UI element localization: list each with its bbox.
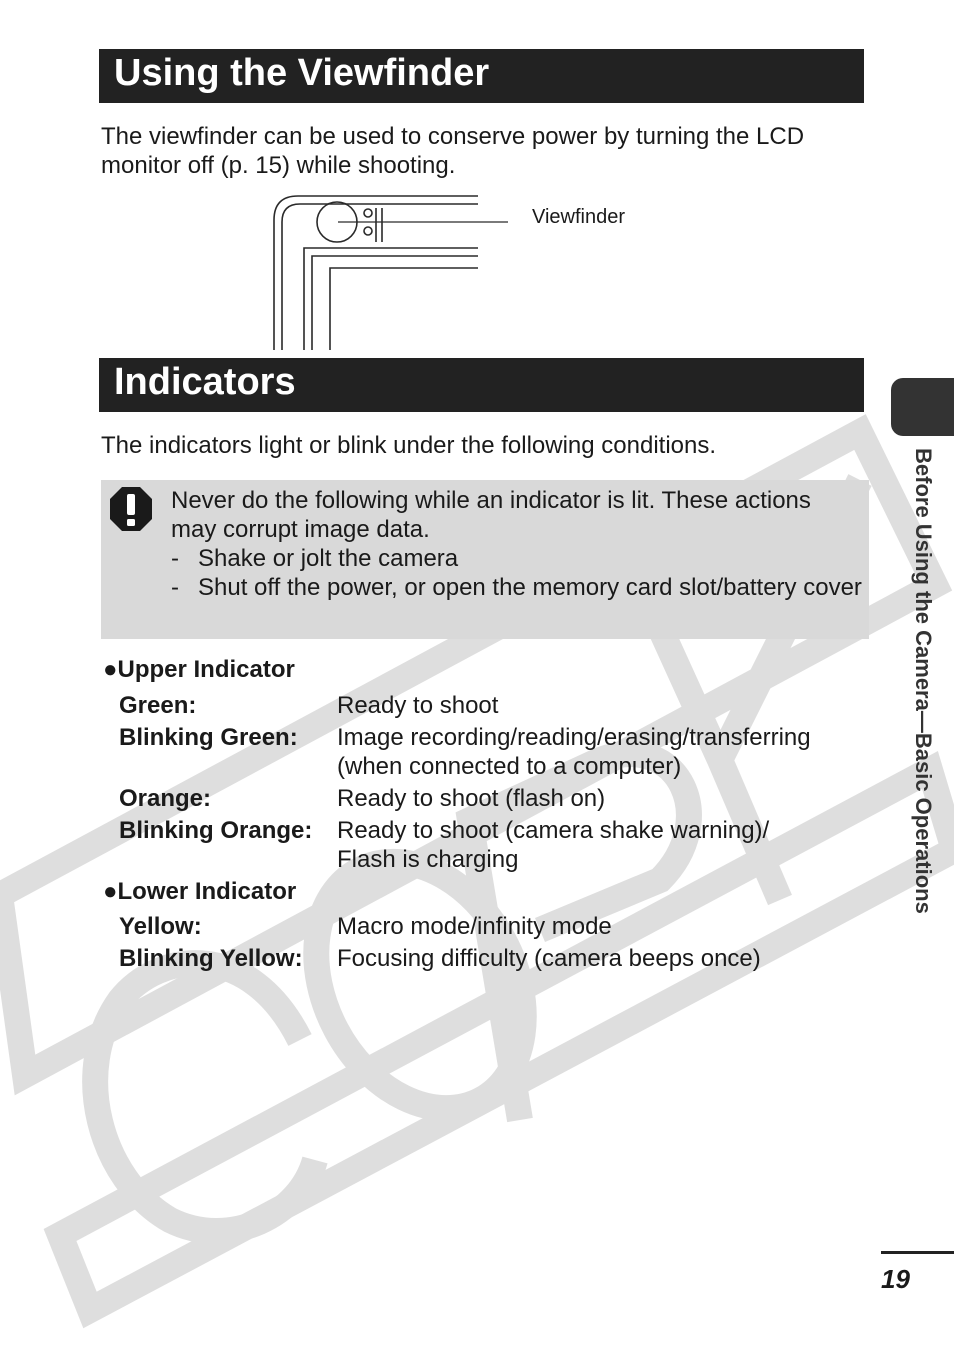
caution-line2: may corrupt image data.	[171, 516, 430, 543]
caution-icon	[108, 485, 154, 533]
indicator-term-orange: Orange:	[119, 785, 212, 812]
page-number: 19	[881, 1264, 910, 1294]
indicator-term-green: Green:	[119, 692, 197, 719]
indicators-section-title: Indicators	[99, 358, 864, 412]
indicator-term-yellow: Yellow:	[119, 913, 202, 940]
indicator-desc-blinking-orange-line2: Flash is charging	[337, 846, 519, 873]
chapter-label	[908, 448, 938, 1008]
indicator-desc-green: Ready to shoot	[337, 692, 499, 719]
caution-item-text: Shake or jolt the camera	[198, 545, 459, 572]
bullet-icon: ●	[103, 656, 118, 683]
viewfinder-callout-label: Viewfinder	[532, 206, 626, 228]
bullet-icon: ●	[103, 878, 118, 905]
viewfinder-section-title: Using the Viewfinder	[99, 49, 864, 103]
caution-item	[171, 544, 866, 573]
indicator-term-blinking-yellow: Blinking Yellow:	[119, 945, 303, 972]
indicator-term-blinking-orange: Blinking Orange:	[119, 817, 313, 844]
camera-back-illustration	[268, 190, 508, 350]
chapter-tab	[891, 378, 954, 436]
caution-item-dash: -	[171, 545, 179, 572]
indicator-term-blinking-green: Blinking Green:	[119, 724, 298, 751]
lower-indicator-heading	[103, 877, 296, 906]
indicators-intro: The indicators light or blink under the following conditions.	[101, 432, 717, 459]
page-number-rule	[881, 1251, 954, 1254]
indicator-desc-blinking-green-line2: (when connected to a computer)	[337, 753, 682, 780]
indicator-desc-blinking-yellow: Focusing difficulty (camera beeps once)	[337, 945, 761, 972]
upper-indicator-heading-text: Upper Indicator	[117, 656, 295, 683]
upper-indicator-heading	[103, 655, 295, 684]
viewfinder-intro-line2: monitor off (p. 15) while shooting.	[101, 152, 456, 179]
viewfinder-intro-line1: The viewfinder can be used to conserve power by turning the LCD	[101, 123, 805, 150]
caution-line1: Never do the following while an indicator is lit. These actions	[171, 487, 811, 514]
indicator-desc-yellow: Macro mode/infinity mode	[337, 913, 612, 940]
lower-indicator-heading-text: Lower Indicator	[117, 878, 297, 905]
caution-item-text: Shut off the power, or open the memory card slot/battery cover	[198, 574, 862, 601]
caution-item-dash: -	[171, 574, 179, 601]
indicator-desc-orange: Ready to shoot (flash on)	[337, 785, 606, 812]
chapter-label-text: Before Using the Camera—Basic Operations	[911, 448, 936, 914]
caution-item	[171, 573, 866, 602]
indicator-desc-blinking-orange-line1: Ready to shoot (camera shake warning)/	[337, 817, 770, 844]
caution-box	[101, 480, 869, 639]
indicator-desc-blinking-green-line1: Image recording/reading/erasing/transferring	[337, 724, 811, 751]
